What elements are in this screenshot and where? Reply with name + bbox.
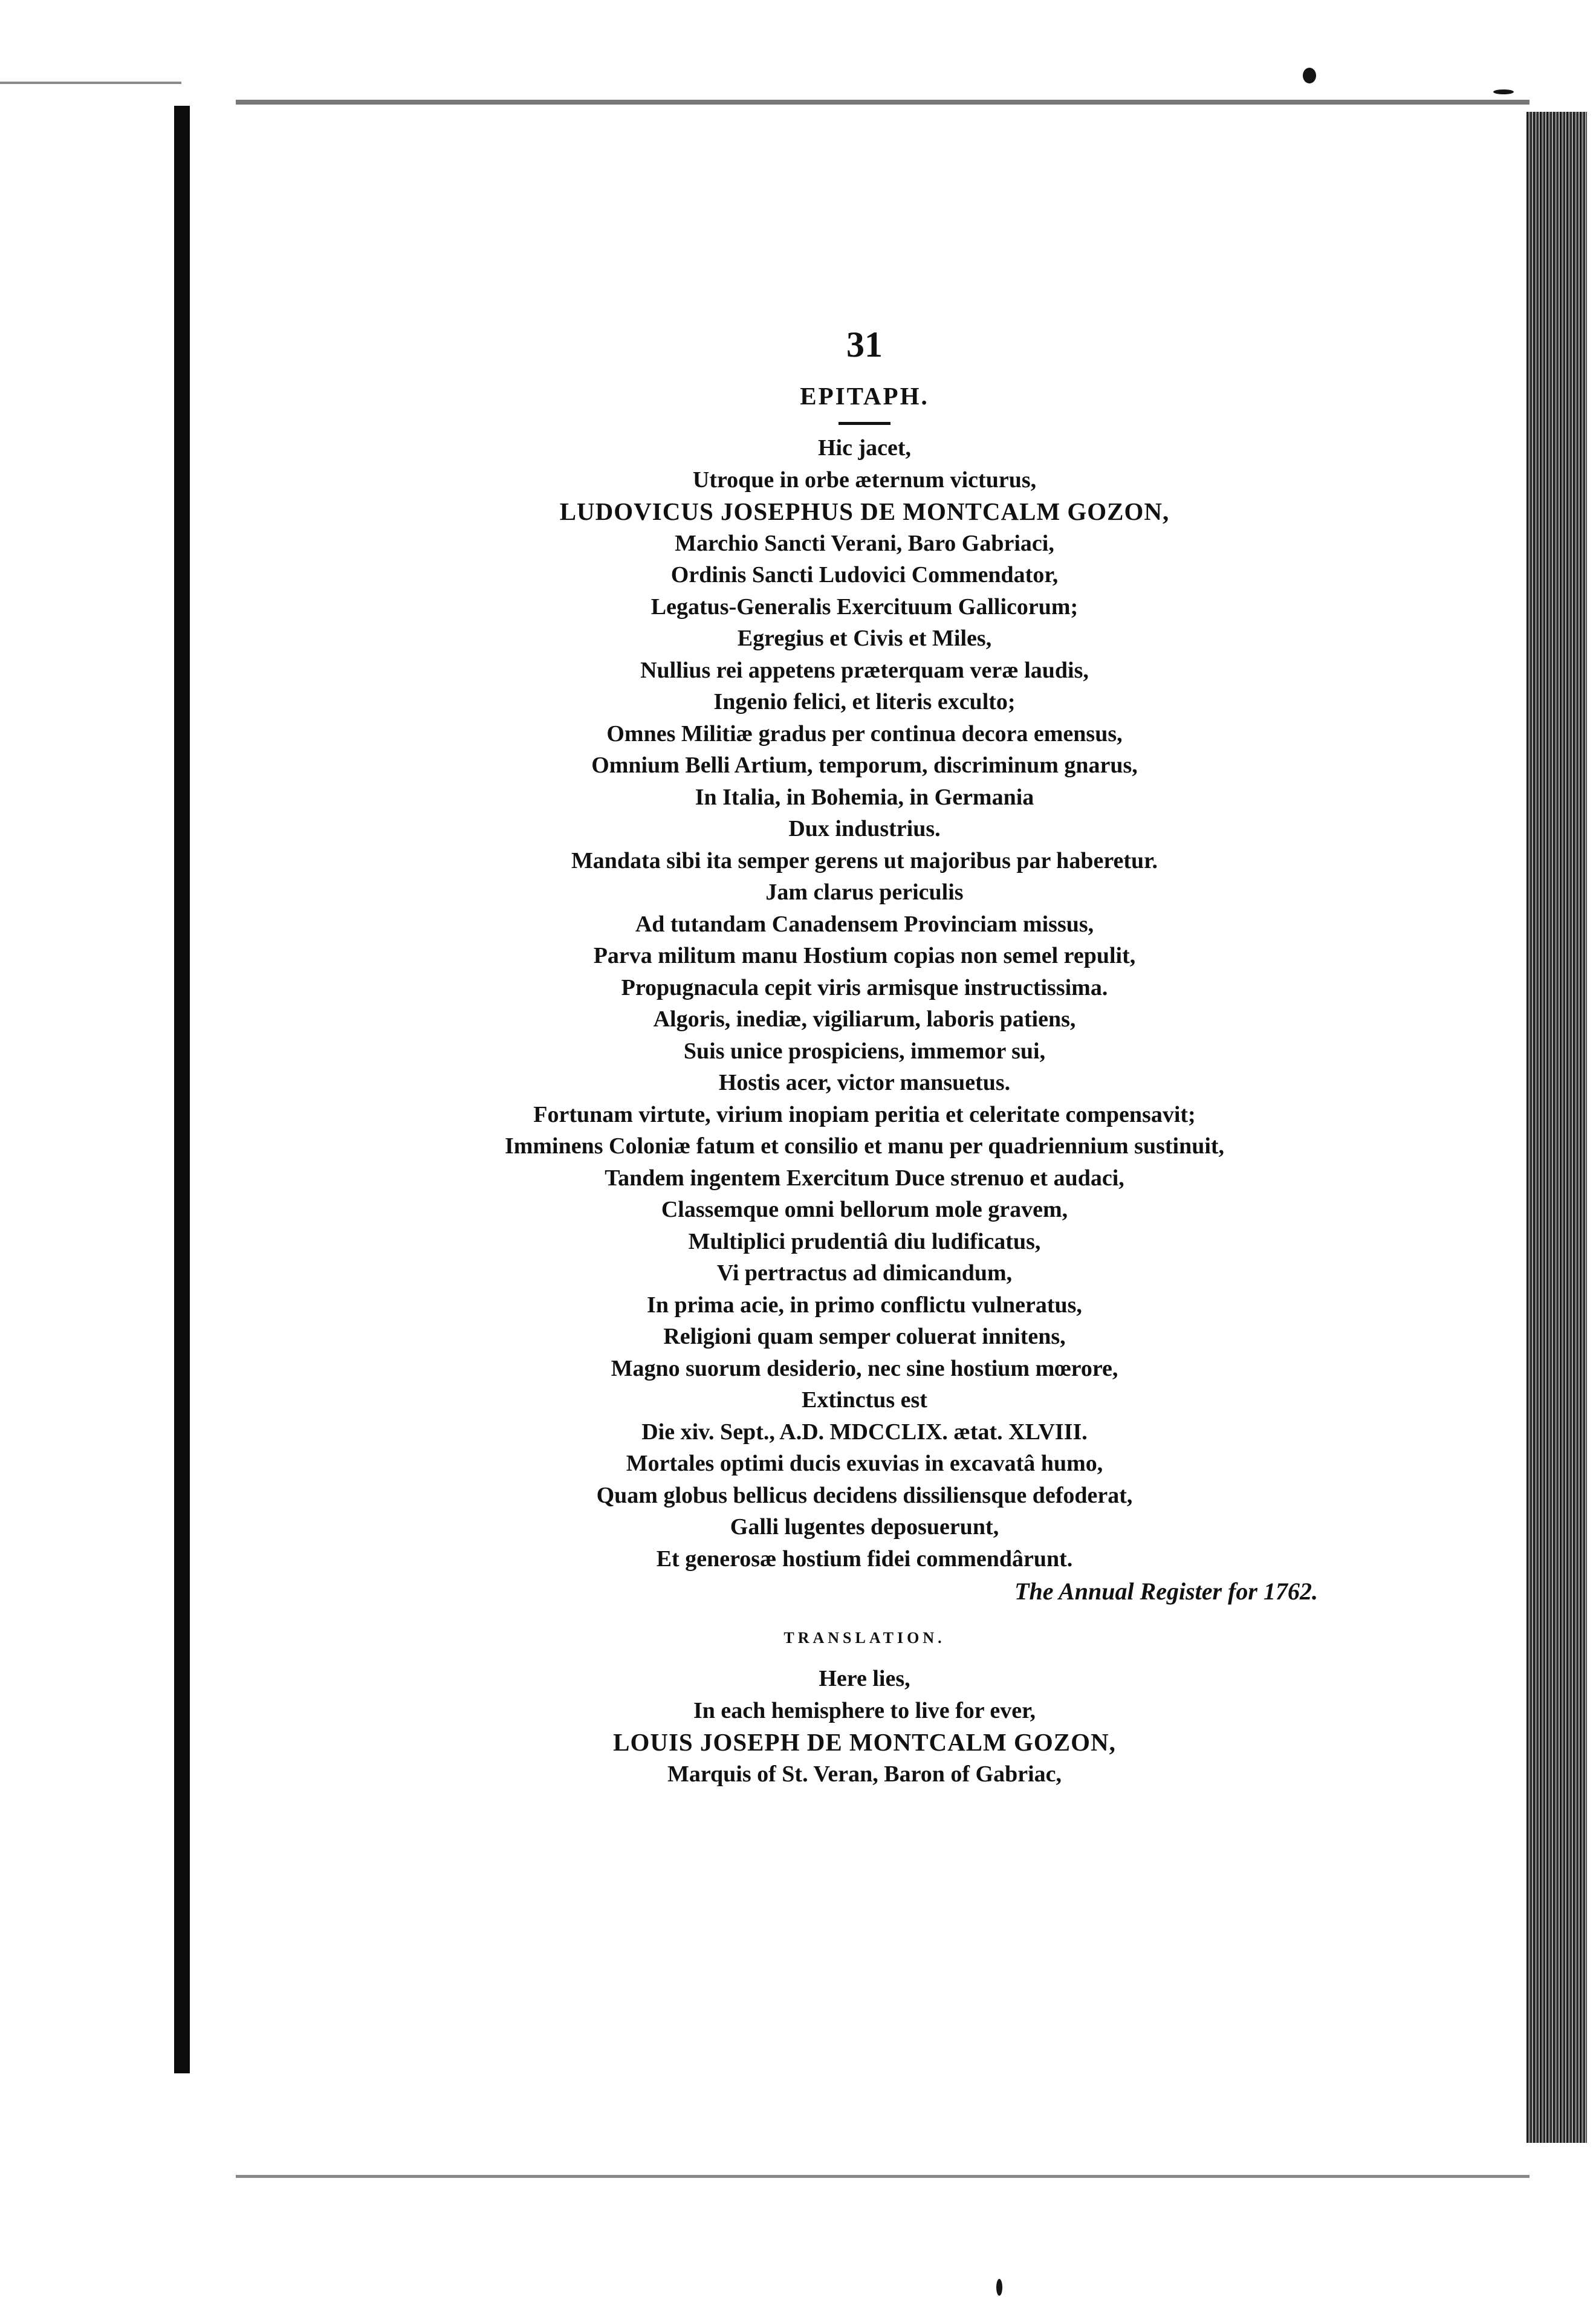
epitaph-line: Jam clarus periculis [765,880,964,905]
page-number: 31 [846,325,883,364]
epitaph-line: Omnium Belli Artium, temporum, discriminum gnarus, [591,753,1138,778]
epitaph-line: Galli lugentes deposuerunt, [730,1514,999,1540]
epitaph-line: Mortales optimi ducis exuvias in excavatâ humo, [626,1451,1103,1476]
epitaph-line: LUDOVICUS JOSEPHUS DE MONTCALM GOZON, [559,497,1170,525]
epitaph-line: Multiplici prudentiâ diu ludificatus, [688,1228,1041,1254]
facing-page [0,82,181,2163]
epitaph-line: Ordinis Sancti Ludovici Commendator, [670,562,1059,588]
epitaph-text [399,432,1330,1575]
translation-line: In each hemisphere to live for ever, [693,1697,1036,1723]
epitaph-line: Et generosæ hostium fidei commendârunt. [656,1546,1073,1572]
epitaph-line: Hostis acer, victor mansuetus. [718,1070,1011,1095]
epitaph-line: Omnes Militiæ gradus per continua decora emensus, [606,721,1123,747]
page-content [399,314,1330,1790]
epitaph-line: Religioni quam semper coluerat innitens, [663,1324,1066,1349]
epitaph-line: Hic jacet, [817,435,912,461]
epitaph-line: Algoris, inediæ, vigiliarum, laboris patiens, [653,1006,1076,1032]
book-gutter-shadow [174,106,190,2073]
epitaph-line: Quam globus bellicus decidens dissiliensque defoderat, [596,1482,1133,1508]
epitaph-line: Suis unice prospiciens, immemor sui, [683,1038,1046,1064]
page-edges [1526,112,1587,2143]
epitaph-line: Tandem ingentem Exercitum Duce strenuo et audaci, [605,1165,1124,1191]
epitaph-line: Fortunam virtute, virium inopiam peritia et celeritate compensavit; [533,1101,1196,1127]
epitaph-line: Classemque omni bellorum mole gravem, [661,1197,1068,1222]
scan-speck [1493,89,1514,94]
source-citation: The Annual Register for 1762. [1014,1578,1318,1605]
epitaph-line: Nullius rei appetens præterquam veræ laudis, [640,657,1089,683]
translation-heading: TRANSLATION. [783,1629,946,1647]
epitaph-line: Egregius et Civis et Miles, [737,626,992,651]
epitaph-line: Marchio Sancti Verani, Baro Gabriaci, [675,530,1054,556]
epitaph-line: Propugnacula cepit viris armisque instructissima. [621,974,1108,1000]
epitaph-line: Imminens Coloniæ fatum et consilio et manu per quadriennium sustinuit, [504,1133,1225,1159]
translation-text [399,1663,1330,1790]
epitaph-line: Extinctus est [802,1387,927,1413]
epitaph-heading: EPITAPH. [800,382,929,410]
epitaph-line: In prima acie, in primo conflictu vulneratus, [647,1292,1082,1318]
heading-rule [839,422,890,425]
translation-line: Marquis of St. Veran, Baron of Gabriac, [667,1761,1062,1787]
epitaph-line: Utroque in orbe æternum victurus, [692,467,1037,493]
translation-line: Here lies, [819,1666,910,1691]
epitaph-line: Ad tutandam Canadensem Provinciam missus, [635,911,1094,937]
epitaph-line: Ingenio felici, et literis exculto; [713,689,1016,714]
epitaph-line: Mandata sibi ita semper gerens ut majoribus par haberetur. [571,847,1158,873]
epitaph-line: Parva militum manu Hostium copias non semel repulit, [593,943,1136,968]
epitaph-line: Dux industrius. [788,816,941,841]
scan-speck [996,2279,1002,2296]
epitaph-line: In Italia, in Bohemia, in Germania [695,784,1034,810]
scan-speck [1303,68,1316,83]
epitaph-line: Vi pertractus ad dimicandum, [716,1260,1013,1286]
epitaph-line: Legatus-Generalis Exercituum Gallicorum; [650,594,1079,620]
epitaph-line: Magno suorum desiderio, nec sine hostium mœrore, [611,1355,1118,1381]
translation-line: LOUIS JOSEPH DE MONTCALM GOZON, [613,1728,1116,1756]
epitaph-line: Die xiv. Sept., A.D. MDCCLIX. ætat. XLVIII. [641,1419,1088,1445]
